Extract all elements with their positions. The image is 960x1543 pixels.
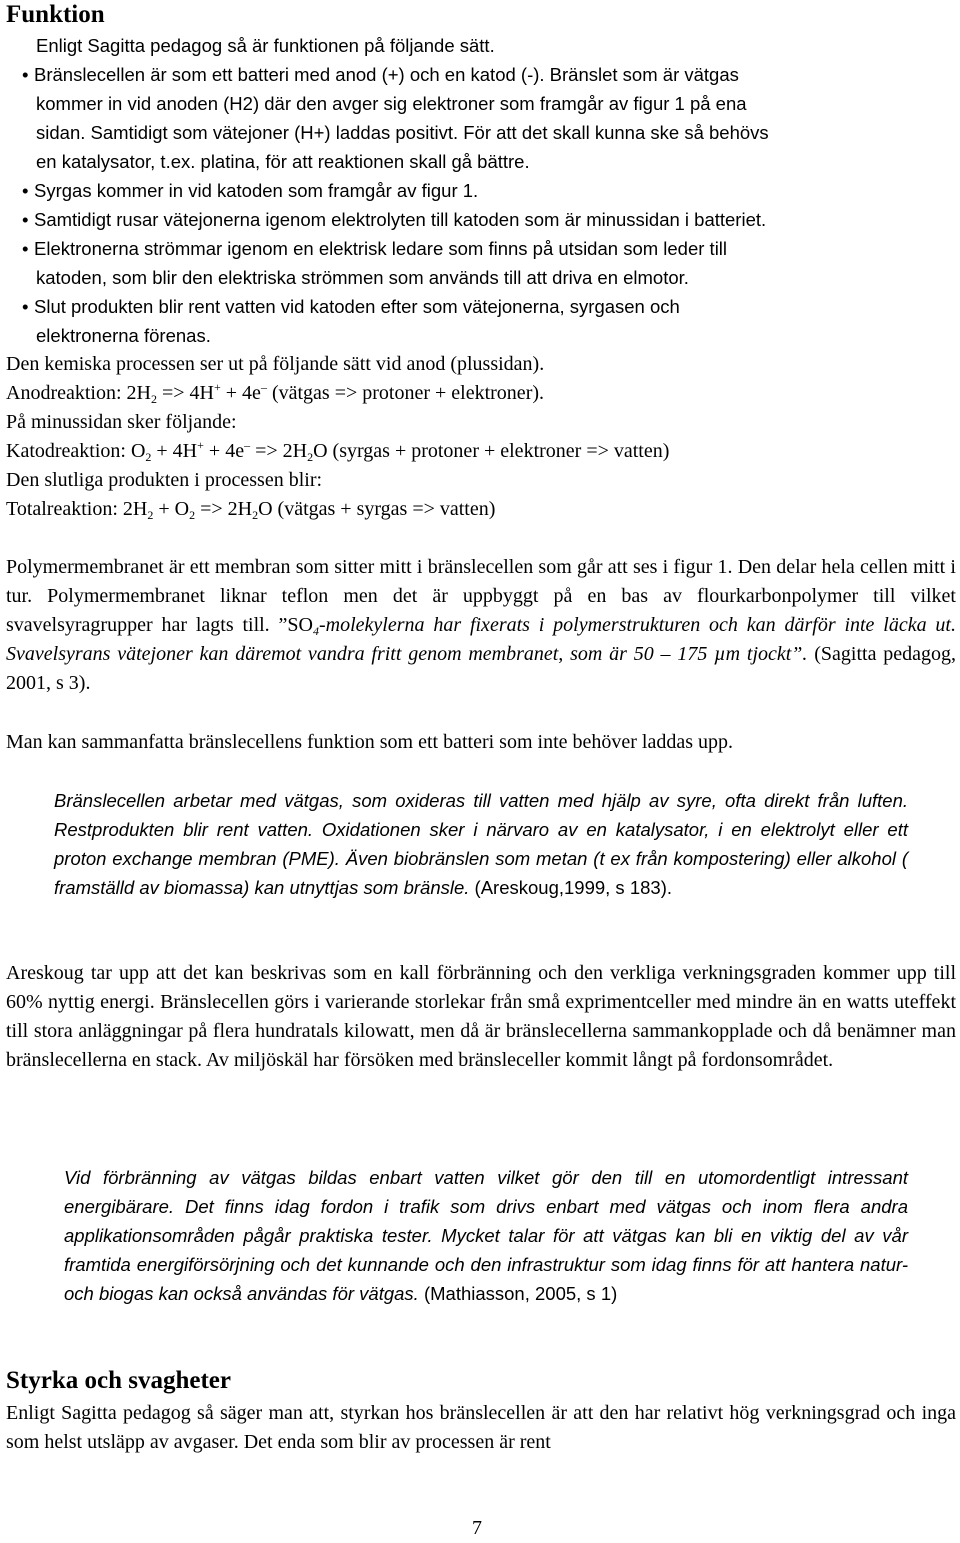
bullet-1-line-1: • Bränslecellen är som ett batteri med anod (+) och en katod (-). Bränslet som är vätgas xyxy=(22,60,739,89)
bullet-1-line-4: en katalysator, t.ex. platina, för att reaktionen skall gå bättre. xyxy=(36,151,530,172)
heading-styrka: Styrka och svagheter xyxy=(6,1367,231,1394)
bullet-icon: • xyxy=(22,238,29,259)
total-reaction: Totalreaktion: $2H_2 + O_2 => 2H_2O$ (vätgas + syrgas => vatten) xyxy=(6,498,496,522)
bullet-1-line-2: kommer in vid anoden (H2) där den avger sig elektroner som framgår av figur 1 på ena xyxy=(36,93,747,114)
total-intro: Den slutliga produkten i processen blir: xyxy=(6,469,323,491)
bullet-4-line-2: katoden, som blir den elektriska strömmen som används till att driva en elmotor. xyxy=(36,267,689,288)
bullet-2: • Syrgas kommer in vid katoden som framgår av figur 1. xyxy=(22,176,478,205)
bullet-icon: • xyxy=(22,209,29,230)
bullet-1-line-3: sidan. Samtidigt som vätejoner (H+) laddas positivt. För att det skall kunna ske så behövs xyxy=(36,122,769,143)
areskoug-paragraph: Areskoug tar upp att det kan beskrivas som en kall förbränning och den verkliga verkningsgraden kommer upp till 60% nyttig energi. Bränslecellen görs i varierande storlekar från små exprimentceller med mindre än en watts uteffekt till stora anläggningar på flera hundratals kilowatt, men då är bränslecellerna sammankopplade och då benämner man bränslecellerna en stack. Av miljöskäl har försöken med bränsleceller kommit långt på fordonsområdet. xyxy=(6,962,956,1071)
quote-mathiasson: Vid förbränning av vätgas bildas enbart vatten vilket gör den till en utomordentligt intressant energibärare. Det finns idag fordon i trafik som drivs enbart med vätgas och inom flera andra applikationsområden pågår praktiska tester. Mycket talar för att vätgas kan bli en viktig del av vår framtida energiförsörjning och det kunnande och den infrastruktur som idag finns för att hantera natur- och biogas kan också användas för vätgas. (Mathiasson, 2005, s 1) xyxy=(64,1167,908,1304)
summary-paragraph: Man kan sammanfatta bränslecellens funktion som ett batteri som inte behöver laddas upp. xyxy=(6,731,734,753)
bullet-icon: • xyxy=(22,180,29,201)
bullet-4-line-1: • Elektronerna strömmar igenom en elektrisk ledare som finns på utsidan som leder till xyxy=(22,234,727,263)
heading-funktion: Funktion xyxy=(6,1,105,28)
cathode-reaction: Katodreaktion: $O_2 + 4H^+ + 4e^- => 2H_2O$ (syrgas + protoner + elektroner => vatten) xyxy=(6,438,670,464)
bullet-icon: • xyxy=(22,296,29,317)
anode-reaction: Anodreaktion: $2H_2 => 4H^+ + 4e^-$ (vätgas => protoner + elektroner). xyxy=(6,380,545,406)
bullet-5-line-1: • Slut produkten blir rent vatten vid katoden efter som vätejonerna, syrgasen och xyxy=(22,292,680,321)
bullet-5-line-2: elektronerna förenas. xyxy=(36,325,211,346)
anode-intro: Den kemiska processen ser ut på följande sätt vid anod (plussidan). xyxy=(6,353,545,375)
membrane-paragraph: Polymermembranet är ett membran som sitter mitt i bränslecellen som går att ses i figur 1. Den delar hela cellen mitt i tur. Polymermembranet liknar teflon men det är uppbyggt på en bas av flourkarbonpolymer till vilket svavelsyragrupper har lagts till. $”SO_4$-molekylerna har fixerats i polymerstrukturen och kan därför inte läcka ut. Svavelsyrans vätejoner kan däremot vandra fritt genom membranet, som är 50 – 175 µm tjockt”. (Sagitta pedagog, 2001, s 3). xyxy=(6,556,956,694)
cathode-intro: På minussidan sker följande: xyxy=(6,411,237,433)
funktion-intro: Enligt Sagitta pedagog så är funktionen på följande sätt. xyxy=(36,35,495,56)
quote-areskoug: Bränslecellen arbetar med vätgas, som oxideras till vatten med hjälp av syre, ofta direkt från luften. Restprodukten blir rent vatten. Oxidationen sker i närvaro av en katalysator, i en elektrolyt eller ett proton exchange membran (PME). Även biobränslen som metan (t ex från kompostering) eller alkohol ( framställd av biomassa) kan utnyttjas som bränsle. (Areskoug,1999, s 183). xyxy=(54,790,908,898)
bullet-icon: • xyxy=(22,64,29,85)
page-number: 7 xyxy=(472,1517,482,1539)
styrka-paragraph: Enligt Sagitta pedagog så säger man att, styrkan hos bränslecellen är att den har relativt hög verkningsgrad och inga som helst utsläpp av avgaser. Det enda som blir av processen är rent xyxy=(6,1402,956,1453)
bullet-3: • Samtidigt rusar vätejonerna igenom elektrolyten till katoden som är minussidan i batteriet. xyxy=(22,205,766,234)
